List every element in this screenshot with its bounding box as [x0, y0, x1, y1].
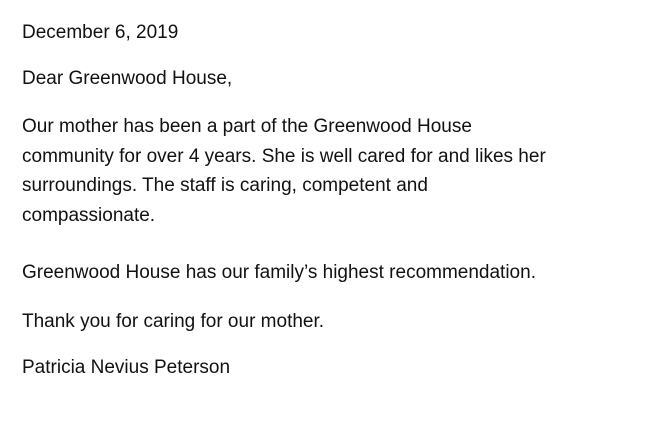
- letter-date: December 6, 2019: [22, 22, 179, 43]
- letter-salutation: Dear Greenwood House,: [22, 68, 233, 89]
- paragraph-line: community for over 4 years. She is well cared for and likes her: [22, 145, 546, 167]
- paragraph-line: Our mother has been a part of the Greenwood House: [22, 116, 472, 137]
- body-paragraph-1: [22, 112, 546, 230]
- body-paragraph-2: Greenwood House has our family’s highest recommendation.: [22, 262, 536, 283]
- body-paragraph-3: Thank you for caring for our mother.: [22, 311, 325, 332]
- paragraph-line: compassionate.: [22, 204, 156, 226]
- paragraph-line: surroundings. The staff is caring, competent and: [22, 175, 428, 196]
- letter-signature: Patricia Nevius Peterson: [22, 357, 231, 378]
